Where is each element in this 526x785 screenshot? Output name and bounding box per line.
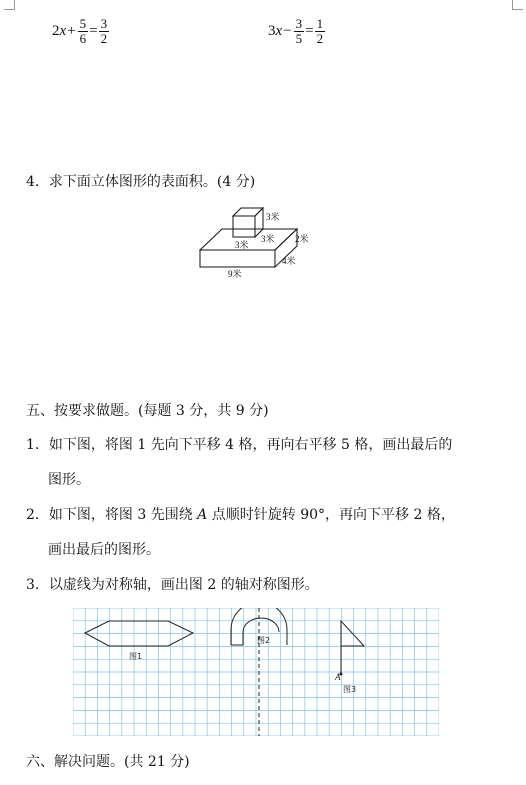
figure-2-label: 图2 [257,636,271,645]
eq1-equals: = [89,23,98,39]
eq2-equals: = [305,23,314,39]
eq1-num2: 3 [100,16,108,31]
solid-figure [195,203,320,283]
figure-3-label: 图3 [343,685,357,694]
eq1-op: + [67,23,76,39]
label-top-d: 3米 [261,234,275,244]
label-base-w: 9米 [228,269,242,279]
q2-text-a: 2．如下图，将图 3 先围绕 [26,507,198,523]
eq2-fraction-2 [315,17,326,46]
question-4-text: 4．求下面立体图形的表面积。(4 分) [26,174,256,190]
eq1-fraction-1 [78,17,89,46]
cube-right-face [255,208,263,237]
eq2-den1: 5 [295,31,303,46]
label-base-d: 4米 [282,256,296,266]
section-5-q1-line2: 图形。 [48,472,90,488]
eq1-fraction-2 [99,17,110,46]
eq2-den2: 2 [316,31,324,46]
equation-1 [52,17,110,46]
equation-2 [268,17,326,46]
eq2-coef: 3 [268,23,276,39]
q2-text-b: 点顺时针旋转 90°，再向下平移 2 格， [207,507,455,523]
figure-3-shape [341,621,364,674]
corner-mark-top-left [4,0,15,10]
base-front-face [200,250,275,267]
eq2-var: x [275,23,283,39]
eq2-op: − [283,23,292,39]
eq1-coef: 2 [52,23,60,39]
section-5-q1-line1: 1．如下图，将图 1 先向下平移 4 格，再向右平移 5 格，画出最后的 [26,437,453,453]
eq2-num1: 3 [295,16,303,31]
section-5-q2-line1 [26,505,455,525]
cube-front-face [233,216,255,237]
eq1-var: x [59,23,67,39]
grid-figure [73,608,439,736]
label-top-w: 3米 [235,240,249,250]
label-top-h: 3米 [266,212,280,222]
q2-point-var: A [197,507,208,523]
grid-lines [73,608,439,736]
section-5-q3: 3．以虚线为对称轴，画出图 2 的轴对称图形。 [26,577,319,593]
section-5-q2-line2: 画出最后的图形。 [48,542,160,558]
eq1-den2: 2 [100,31,108,46]
eq1-den1: 6 [79,31,87,46]
section-5-title: 五、按要求做题。(每题 3 分，共 9 分) [26,403,269,419]
section-6-title: 六、解决问题。(共 21 分) [26,754,190,770]
eq2-num2: 1 [316,16,324,31]
eq1-num1: 5 [79,16,87,31]
figure-1-label: 图1 [129,652,143,661]
point-a-label: A [335,672,341,682]
corner-mark-top-right [512,0,523,10]
label-base-h: 2米 [295,234,309,244]
eq2-fraction-1 [294,17,305,46]
